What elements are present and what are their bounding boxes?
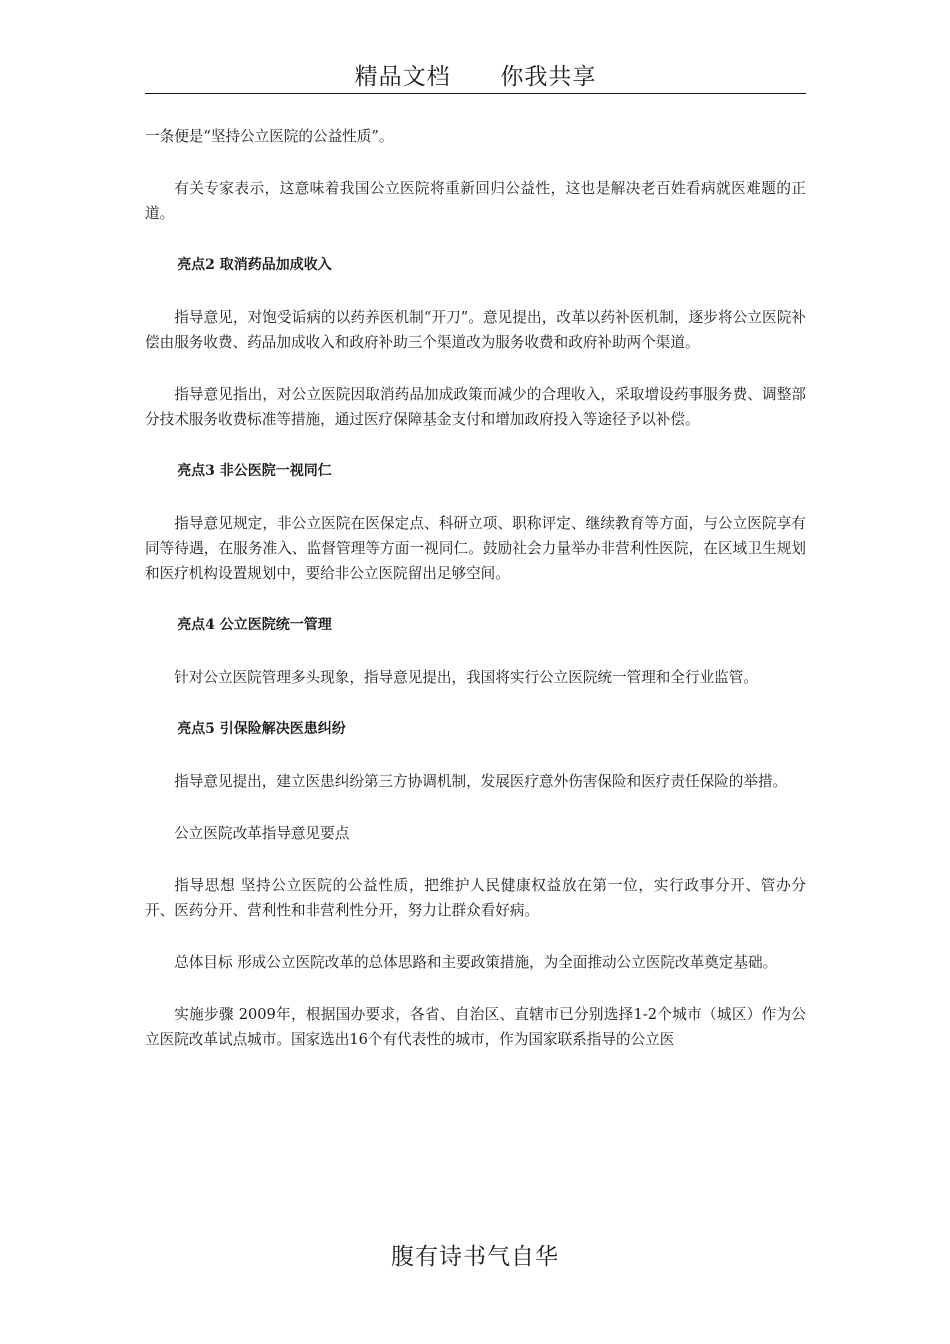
document-body [145,124,806,1079]
paragraph-10: 总体目标 形成公立医院改革的总体思路和主要政策措施，为全面推动公立医院改革奠定基础。 [174,954,778,971]
heading-highlight-5: 亮点5 引保险解决医患纠纷 [177,721,346,737]
paragraph-3: 指导意见，对饱受诟病的以药养医机制“开刀”。意见提出，改革以药补医机制，逐步将公立医院补偿由服务收费、药品加成收入和政府补助三个渠道改为服务收费和政府补助两个渠道。 [145,309,806,351]
page-footer: 腹有诗书气自华 [391,1244,559,1270]
heading-highlight-4: 亮点4 公立医院统一管理 [177,617,332,633]
paragraph-1: 一条便是“坚持公立医院的公益性质”。 [145,128,394,145]
paragraph-9: 指导思想 坚持公立医院的公益性质，把维护人民健康权益放在第一位，实行政事分开、管办分开、医药分开、营利性和非营利性分开，努力让群众看好病。 [145,877,806,919]
paragraph-8: 公立医院改革指导意见要点 [174,825,350,842]
paragraph-5: 指导意见规定，非公立医院在医保定点、科研立项、职称评定、继续教育等方面，与公立医院享有同等待遇，在服务准入、监督管理等方面一视同仁。鼓励社会力量举办非营利性医院，在区域卫生规划和医疗机构设置规划中，要给非公立医院留出足够空间。 [145,515,806,582]
page-header [145,62,806,94]
paragraph-2: 有关专家表示，这意味着我国公立医院将重新回归公益性，这也是解决老百姓看病就医难题的正道。 [145,180,806,222]
heading-highlight-2: 亮点2 取消药品加成收入 [177,257,332,273]
heading-highlight-3: 亮点3 非公医院一视同仁 [177,463,332,479]
paragraph-6: 针对公立医院管理多头现象，指导意见提出，我国将实行公立医院统一管理和全行业监管。 [174,669,758,686]
header-text: 精品文档 你我共享 [354,64,597,90]
paragraph-11: 实施步骤 2009年，根据国办要求，各省、自治区、直辖市已分别选择1-2个城市（城区）作为公立医院改革试点城市。国家选出16个有代表性的城市，作为国家联系指导的公立医 [145,1006,806,1048]
paragraph-4: 指导意见指出，对公立医院因取消药品加成政策而减少的合理收入，采取增设药事服务费、调整部分技术服务收费标准等措施，通过医疗保障基金支付和增加政府投入等途径予以补偿。 [145,386,806,428]
paragraph-7: 指导意见提出，建立医患纠纷第三方协调机制，发展医疗意外伤害保险和医疗责任保险的举措。 [174,773,788,790]
